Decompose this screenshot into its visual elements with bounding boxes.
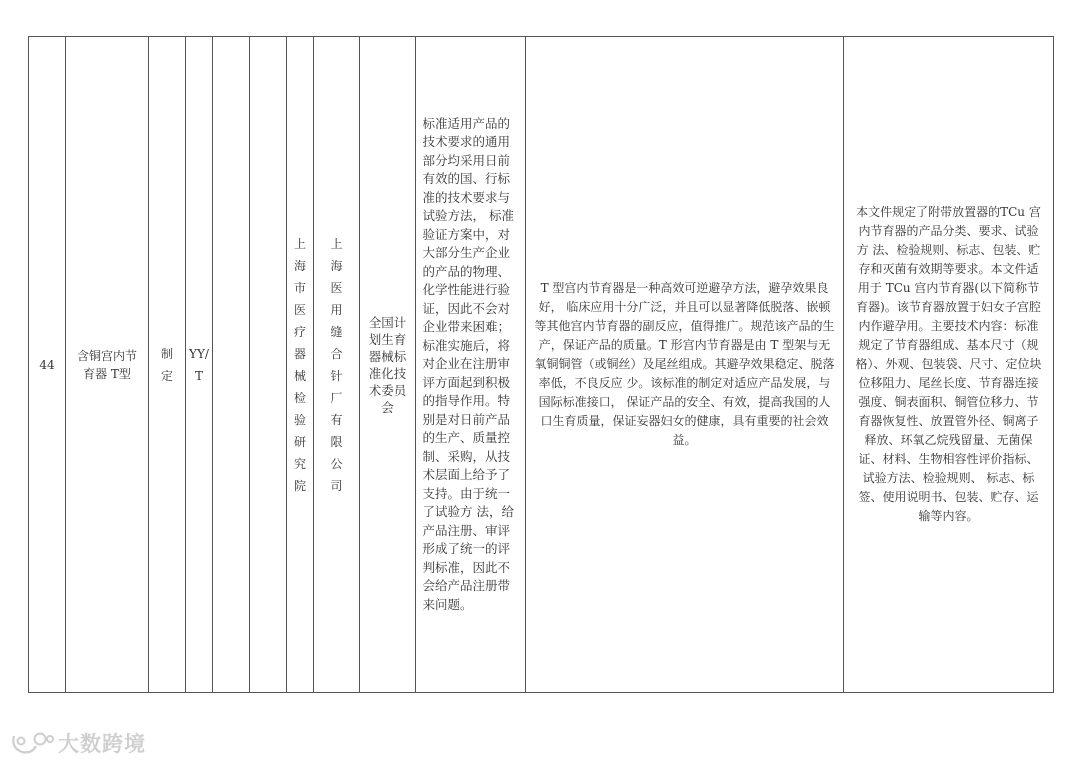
scope-cell <box>844 37 1054 693</box>
weibo-logo-icon <box>10 730 54 756</box>
table-row <box>29 37 1054 693</box>
drafting-unit-2: 上海医用缝合针厂有限公司 <box>330 236 343 493</box>
revision-type-cell <box>149 37 186 693</box>
drafting-unit-2-cell <box>314 37 360 693</box>
standard-type: YY/T <box>189 346 209 383</box>
standard-type-cell <box>186 37 213 693</box>
empty-cell-2 <box>250 37 287 693</box>
watermark-text: 大数跨境 <box>58 732 146 756</box>
reason-cell <box>526 37 844 693</box>
evaluation-cell <box>416 37 526 693</box>
drafting-unit-1: 上海市医疗器械检验研究院 <box>293 236 306 493</box>
reason-text: T 型宫内节育器是一种高效可逆避孕方法，避孕效果良好， 临床应用十分广泛，并且可以显著降低脱落、嵌顿等其他宫内节育器的副反应，值得推广。规范该产品的生产，保证产品的质量。T 形宫内节育器是由 T 型架与无氧铜铜管（或铜丝）及尾丝组成。其避孕效果稳定、脱落率低，不良反应 少。该标准的制定对适应产品发展，与国际标准接口， 保证产品的安全、有效，提高我国的人口生育质量，保证妄器妇女的健康，具有重要的社会效益。 <box>534 281 835 447</box>
empty-cell-1 <box>213 37 250 693</box>
revision-type: 制定 <box>160 346 173 383</box>
scope-text: 本文件规定了附带放置器的TCu 宫内节育器的产品分类、要求、试验方 法、检验规则、标志、包装、贮存和灭菌有效期等要求。本文件适用于 TCu 宫内节育器(以下简称节育器)。该节育器放置于妇女子宫腔内作避孕用。主要技术内容：标准规定了节育器组成、基本尺寸（规格）、外观、包装袋、尺寸、定位块位移阻力、尾丝长度、节育器连接强度、铜表面积、铜管位移力、节育器恢复性、放置管外径、铜离子释放、环氧乙烷残留量、无菌保证、材料、生物相容性评价指标、试验方法、检验规则、 标志、标签、使用说明书、包装、贮存、运输等内容。 <box>855 205 1042 523</box>
technical-committee-cell <box>360 37 416 693</box>
drafting-unit-1-cell <box>287 37 314 693</box>
technical-committee: 全国计划生育器械标准化技术委员会 <box>368 314 407 415</box>
standard-name: 含铜宫内节育器 T型 <box>76 348 137 381</box>
watermark <box>10 728 146 758</box>
standards-table <box>28 36 1054 693</box>
standard-name-cell <box>66 37 149 693</box>
row-number: 44 <box>29 37 66 693</box>
evaluation-text: 标准适用产品的技术要求的通用部分均采用日前有效的国、行标准的技术要求与试验方法， 标准验证方案中，对大部分生产企业的产品的物理、化学性能进行验证，因此不会对企业带来困难；标准实施后，将对企业在注册审评方面起到积极的指导作用。特别是对日前产品的生产、质量控制、采购，从技术层面上给予了支持。由于统一了试验方 法，给产品注册、审评形成了统一的评判标准，因此不会给产品注册带来问题。 <box>422 115 514 612</box>
